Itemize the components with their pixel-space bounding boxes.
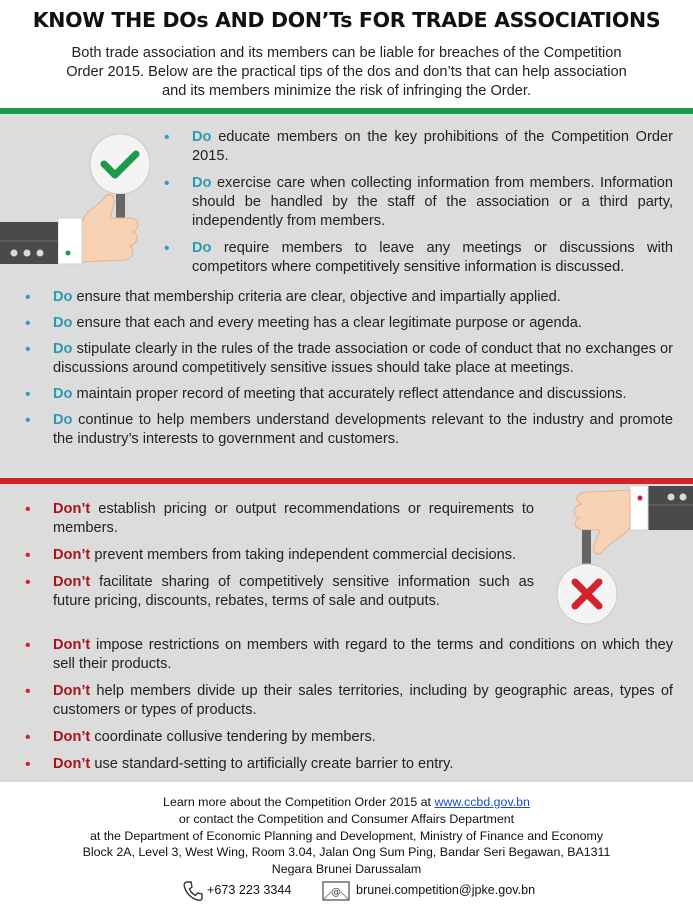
do-keyword: Do — [192, 175, 212, 191]
footer-line: Block 2A, Level 3, West Wing, Room 3.04, Jalan Ong Sum Ping, Bandar Seri Begawan, BA1311 — [82, 845, 611, 860]
do-keyword: Do — [192, 129, 212, 145]
list-item: • Don’t prevent members from taking independent commercial decisions. — [25, 547, 517, 564]
list-item: • Do ensure that membership criteria are clear, objective and impartially applied. — [25, 289, 561, 306]
email-icon — [322, 880, 350, 902]
footer-line: at the Department of Economic Planning and Development, Ministry of Finance and Economy — [89, 828, 604, 843]
intro-text — [30, 44, 663, 101]
list-item: • Do educate members on the key prohibitions of the Competition Order 2015. — [164, 129, 673, 164]
thumbs-down-cross-icon — [548, 486, 693, 636]
dont-keyword: Don’t — [53, 501, 91, 517]
footer-contact-info: Learn more about the Competition Order 2015 at www.ccbd.gov.bn or contact the Competition and Consumer Affairs Department at the Department of Economic Planning and Development, Ministry of Finance and Economy Block 2A, Level 3, West Wing, Room 3.04, Jalan Ong Sum Ping, Bandar Seri Begawan, BA1311 Negara Brunei Darussalam — [0, 794, 693, 878]
dont-keyword: Don’t — [53, 756, 91, 772]
website-link[interactable]: www.ccbd.gov.bn — [434, 795, 530, 809]
phone-number: +673 223 3344 — [207, 883, 292, 897]
list-item: • Do maintain proper record of meeting that accurately reflect attendance and discussions. — [25, 386, 627, 403]
contact-row — [0, 879, 693, 903]
donts-panel — [0, 484, 693, 782]
list-item: • Don’t impose restrictions on members with regard to the terms and conditions on which they sell their products. — [25, 637, 673, 672]
dos-full-list — [25, 288, 673, 449]
list-item: • Do require members to leave any meetings or discussions with competitors where competitively sensitive information is discussed. — [164, 240, 673, 275]
intro-line: Order 2015. Below are the practical tips of the dos and don’ts that can help association — [66, 64, 627, 80]
list-item: • Do ensure that each and every meeting has a clear legitimate purpose or agenda. — [25, 315, 582, 332]
do-keyword: Do — [53, 315, 73, 331]
list-item: • Don’t use standard-setting to artificially create barrier to entry. — [25, 756, 454, 773]
dont-keyword: Don’t — [53, 547, 91, 563]
dont-keyword: Don’t — [53, 729, 91, 745]
footer-line: or contact the Competition and Consumer Affairs Department — [178, 811, 515, 826]
list-item: • Don’t coordinate collusive tendering by members. — [25, 729, 376, 746]
donts-top-list — [25, 500, 534, 611]
do-keyword: Do — [53, 289, 73, 305]
donts-full-list — [25, 636, 673, 774]
dont-keyword: Don’t — [53, 683, 91, 699]
dont-keyword: Don’t — [53, 637, 91, 653]
do-keyword: Do — [53, 386, 73, 402]
svg-text:@: @ — [331, 887, 341, 898]
list-item: • Don’t facilitate sharing of competitively sensitive information such as future pricing, discounts, rebates, terms of sale and outputs. — [25, 574, 534, 609]
do-keyword: Do — [53, 412, 73, 428]
dos-top-list — [164, 128, 673, 277]
do-keyword: Do — [53, 341, 73, 357]
dont-keyword: Don’t — [53, 574, 91, 590]
thumbs-up-check-icon — [0, 122, 150, 282]
page-title: KNOW THE DOs AND DON’Ts FOR TRADE ASSOCIATIONS — [32, 8, 661, 32]
footer-line: Negara Brunei Darussalam — [271, 862, 422, 877]
list-item: • Don’t establish pricing or output recommendations or requirements to members. — [25, 501, 534, 536]
list-item: • Do stipulate clearly in the rules of the trade association or code of conduct that no exchanges or discussions around competitively sensitive issues should take place at meetings. — [25, 341, 673, 376]
intro-line: Both trade association and its members can be liable for breaches of the Competition — [71, 45, 622, 61]
list-item: • Do exercise care when collecting information from members. Information should be handled by the staff of the association or a third party, independently from members. — [164, 175, 673, 229]
list-item: • Don’t help members divide up their sales territories, including by geographic areas, types of customers or types of products. — [25, 683, 673, 718]
do-keyword: Do — [192, 240, 212, 256]
list-item: • Do continue to help members understand developments relevant to the industry and promote the industry’s interests to government and customers. — [25, 412, 673, 447]
intro-line: and its members minimize the risk of infringing the Order. — [161, 83, 532, 99]
phone-icon — [182, 880, 204, 902]
email-address[interactable]: brunei.competition@jpke.gov.bn — [356, 883, 536, 897]
dos-panel — [0, 114, 693, 478]
